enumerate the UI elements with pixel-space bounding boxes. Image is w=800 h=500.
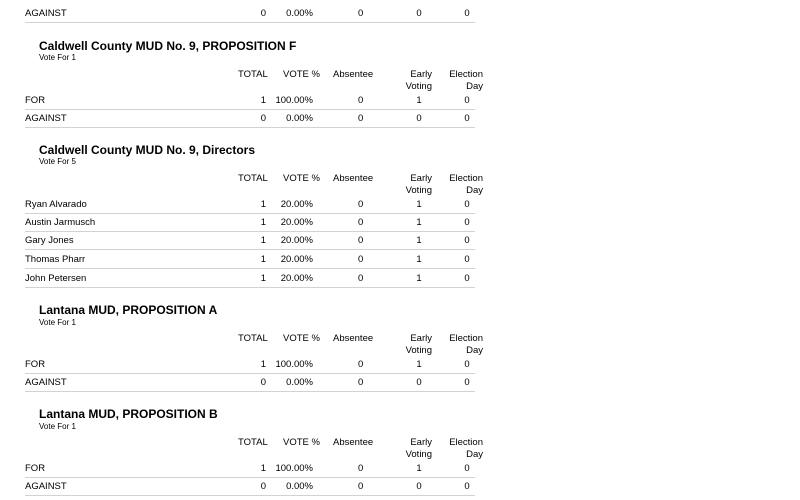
header-election-day: Election Day — [449, 173, 483, 196]
absentee-value: 0 — [358, 199, 364, 210]
vote-for-label: Vote For 1 — [39, 422, 76, 431]
vote-pct-value: 0.00% — [286, 377, 313, 388]
total-value: 1 — [260, 217, 266, 228]
total-value: 1 — [260, 273, 266, 284]
header-election-day: Election Day — [449, 333, 483, 356]
table-row — [25, 196, 475, 214]
header-absentee: Absentee — [333, 69, 374, 80]
total-value: 1 — [260, 235, 266, 246]
early-voting-value: 1 — [416, 199, 422, 210]
contest-title: Lantana MUD, PROPOSITION A — [39, 303, 218, 317]
election-day-value: 0 — [464, 254, 470, 265]
table-row — [25, 478, 475, 496]
vote-pct-value: 100.00% — [275, 359, 313, 370]
election-day-value: 0 — [464, 217, 470, 228]
election-day-value: 0 — [464, 481, 470, 492]
early-voting-value: 1 — [416, 254, 422, 265]
early-voting-value: 0 — [416, 113, 422, 124]
vote-pct-value: 20.00% — [280, 217, 313, 228]
election-day-value: 0 — [464, 377, 470, 388]
absentee-value: 0 — [358, 113, 364, 124]
candidate-name: Ryan Alvarado — [25, 199, 87, 210]
table-row — [25, 251, 475, 269]
absentee-value: 0 — [358, 254, 364, 265]
vote-pct-value: 0.00% — [286, 113, 313, 124]
table-row — [25, 270, 475, 288]
header-total: TOTAL — [238, 173, 268, 184]
early-voting-value: 1 — [416, 273, 422, 284]
table-row — [25, 110, 475, 128]
header-absentee: Absentee — [333, 333, 374, 344]
header-early-voting: Early Voting — [405, 437, 432, 460]
election-day-value: 0 — [464, 95, 470, 106]
row-label: AGAINST — [25, 8, 67, 19]
table-row — [25, 92, 475, 110]
early-voting-value: 0 — [416, 8, 422, 19]
header-early-voting: Early Voting — [405, 333, 432, 356]
header-vote-pct: VOTE % — [283, 173, 320, 184]
early-voting-value: 1 — [416, 463, 422, 474]
early-voting-value: 1 — [416, 217, 422, 228]
total-value: 1 — [260, 199, 266, 210]
total-value: 0 — [260, 377, 266, 388]
absentee-value: 0 — [358, 8, 364, 19]
header-election-day: Election Day — [449, 69, 483, 92]
early-voting-value: 1 — [416, 359, 422, 370]
candidate-name: Gary Jones — [25, 235, 74, 246]
absentee-value: 0 — [358, 377, 364, 388]
row-label: AGAINST — [25, 481, 67, 492]
vote-pct-value: 100.00% — [275, 95, 313, 106]
header-election-day: Election Day — [449, 437, 483, 460]
absentee-value: 0 — [358, 463, 364, 474]
candidate-name: Austin Jarmusch — [25, 217, 96, 228]
election-day-value: 0 — [464, 273, 470, 284]
row-label: FOR — [25, 95, 46, 106]
vote-pct-value: 0.00% — [286, 481, 313, 492]
election-day-value: 0 — [464, 199, 470, 210]
header-total: TOTAL — [238, 437, 268, 448]
header-vote-pct: VOTE % — [283, 333, 320, 344]
total-value: 1 — [260, 463, 266, 474]
absentee-value: 0 — [358, 95, 364, 106]
header-early-voting: Early Voting — [405, 173, 432, 196]
row-label: AGAINST — [25, 113, 67, 124]
absentee-value: 0 — [358, 235, 364, 246]
vote-for-label: Vote For 5 — [39, 157, 76, 166]
total-value: 1 — [260, 359, 266, 370]
total-value: 0 — [260, 481, 266, 492]
candidate-name: John Petersen — [25, 273, 87, 284]
election-day-value: 0 — [464, 235, 470, 246]
vote-for-label: Vote For 1 — [39, 53, 76, 62]
absentee-value: 0 — [358, 481, 364, 492]
vote-pct-value: 20.00% — [280, 273, 313, 284]
header-vote-pct: VOTE % — [283, 69, 320, 80]
table-row — [25, 356, 475, 374]
contest-title: Caldwell County MUD No. 9, Directors — [39, 143, 256, 157]
table-row — [25, 232, 475, 250]
header-total: TOTAL — [238, 69, 268, 80]
table-row — [25, 374, 475, 392]
row-label: FOR — [25, 463, 46, 474]
vote-pct-value: 0.00% — [286, 8, 313, 19]
contest-title: Caldwell County MUD No. 9, PROPOSITION F — [39, 39, 297, 53]
vote-for-label: Vote For 1 — [39, 318, 76, 327]
total-value: 0 — [260, 113, 266, 124]
early-voting-value: 1 — [416, 235, 422, 246]
contest-title: Lantana MUD, PROPOSITION B — [39, 407, 218, 421]
total-value: 1 — [260, 95, 266, 106]
election-day-value: 0 — [464, 8, 470, 19]
header-early-voting: Early Voting — [405, 69, 432, 92]
election-day-value: 0 — [464, 463, 470, 474]
vote-pct-value: 100.00% — [275, 463, 313, 474]
total-value: 1 — [260, 254, 266, 265]
vote-pct-value: 20.00% — [280, 254, 313, 265]
header-total: TOTAL — [238, 333, 268, 344]
election-day-value: 0 — [464, 113, 470, 124]
early-voting-value: 0 — [416, 481, 422, 492]
absentee-value: 0 — [358, 359, 364, 370]
table-row — [25, 460, 475, 478]
early-voting-value: 0 — [416, 377, 422, 388]
vote-pct-value: 20.00% — [280, 199, 313, 210]
table-row — [25, 214, 475, 232]
header-vote-pct: VOTE % — [283, 437, 320, 448]
header-absentee: Absentee — [333, 437, 374, 448]
row-label: AGAINST — [25, 377, 67, 388]
candidate-name: Thomas Pharr — [25, 254, 86, 265]
vote-pct-value: 20.00% — [280, 235, 313, 246]
absentee-value: 0 — [358, 273, 364, 284]
row-label: FOR — [25, 359, 46, 370]
table-row — [25, 5, 475, 23]
early-voting-value: 1 — [416, 95, 422, 106]
election-day-value: 0 — [464, 359, 470, 370]
header-absentee: Absentee — [333, 173, 374, 184]
total-value: 0 — [260, 8, 266, 19]
absentee-value: 0 — [358, 217, 364, 228]
